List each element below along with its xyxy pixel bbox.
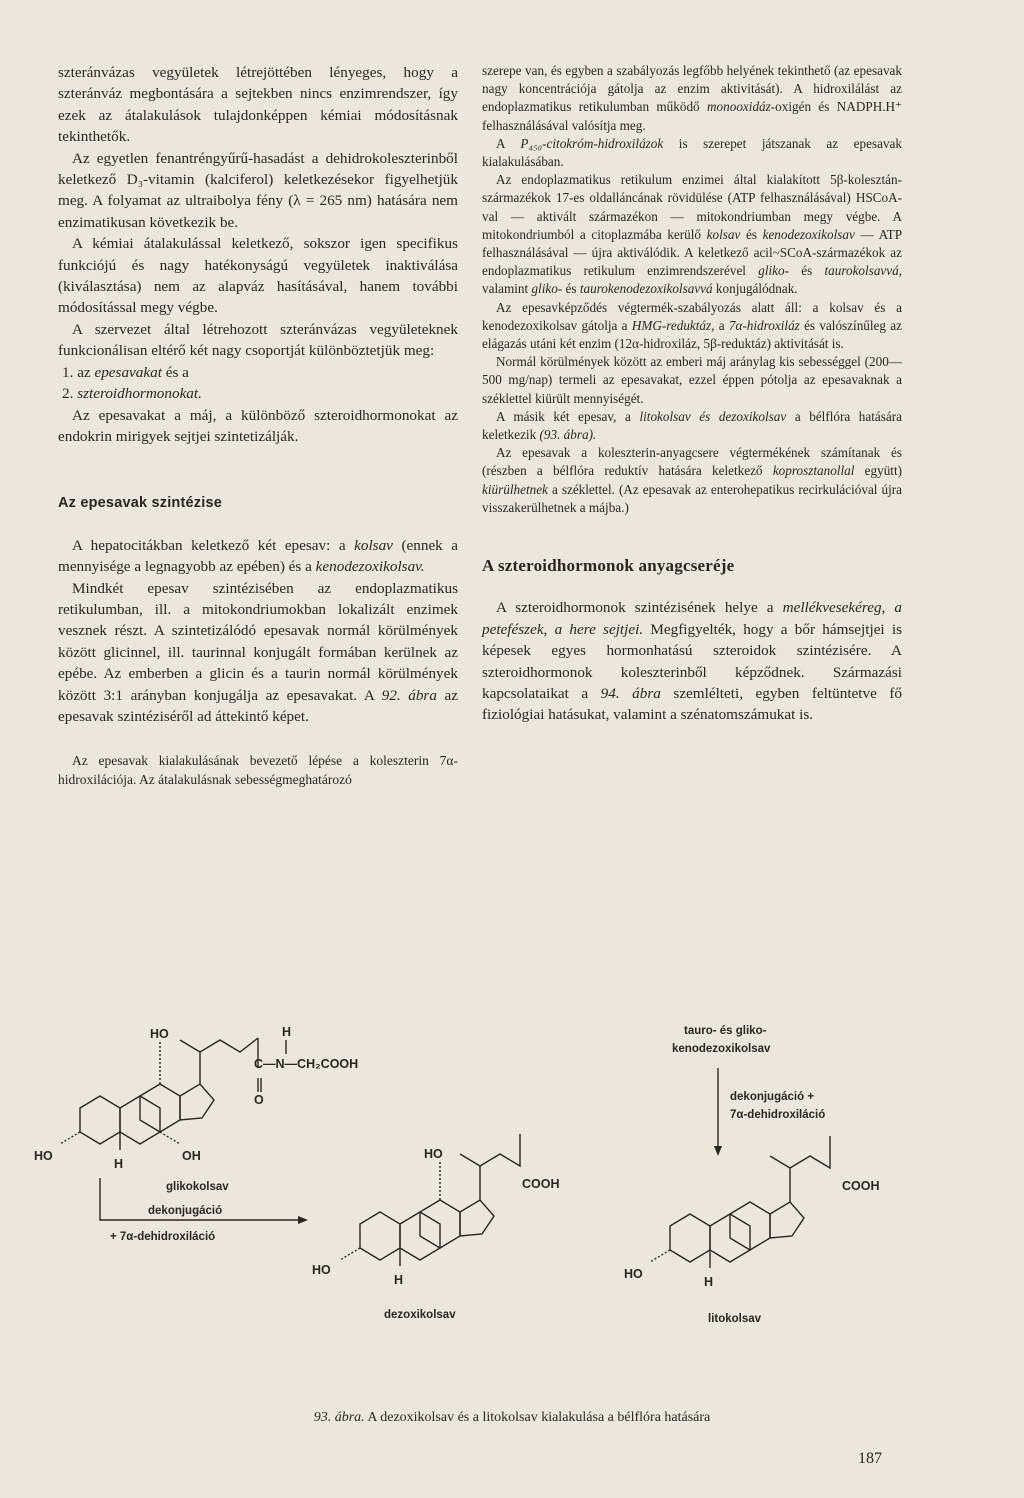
paragraph: Normál körülmények között az emberi máj aránylag kis sebességgel (200—500 mg/nap) termeli az epesavakat, ezzel éppen pótolja az epesavaknak a széklettel kiürült mennyiségét.: [482, 354, 902, 406]
litho-name: litokolsav: [708, 1313, 762, 1325]
paragraph: Az egyetlen fenantréngyűrű-hasadást a dehidrokoleszterinből keletkező D₃-vitamin (kalciferol) keletkezésekor figyelhetjük meg. A folyamat az ultraibolya fény (λ = 265 nm) hatására nem enzimatikusan következik be.: [58, 149, 458, 231]
section-heading: A szteroidhormonok anyagcseréje: [482, 556, 735, 576]
paragraph: A P₄₅₀-citokróm-hidroxilázok is szerepet játszanak az epesavak kialakulásában.: [482, 135, 902, 170]
paragraph: Az epesavakat a máj, a különböző szteroidhormonokat az endokrin mirigyek sejtjei szintetizálják.: [58, 406, 458, 445]
arrow2-label-2: 7α-dehidroxiláció: [730, 1109, 826, 1121]
litho-cooh: COOH: [842, 1179, 880, 1193]
deoxy-h: H: [394, 1273, 404, 1287]
litho-h: H: [704, 1275, 714, 1289]
paragraph: A kémiai átalakulással keletkező, sokszor igen specifikus funkciójú és nagy hatékonyságú vegyületek inaktiválása (kiválasztása) nem az alapváz hasításával, hanem további módosítással megy végbe.: [58, 235, 458, 317]
paragraph: szerepe van, és egyben a szabályozás legfőbb helyének tekinthető (az epesavak nagy koncentrációja gátolja az enzim aktivitását). A hidroxilálást az endoplazmatikus retikulumban működő monooxidáz-oxigén és NADPH.H⁺ felhasználásával valósítja meg.: [482, 63, 903, 133]
side-chain: [200, 1038, 258, 1084]
right-column: [482, 62, 902, 726]
arrow1-label-1: dekonjugáció: [148, 1205, 223, 1217]
bile-acid-diagram: [30, 1010, 910, 1390]
deoxy-cooh: COOH: [522, 1177, 560, 1191]
paragraph: Az epesavképződés végtermék-szabályozás alatt áll: a kolsav és a kenodezoxikolsav gátolja a HMG-reduktáz, a 7α-hidroxiláz és valószínűleg az elágazás utáni két enzim (12α-hidroxiláz, 5β-reduktáz) aktivitását is.: [482, 299, 902, 352]
list-item: 1. az epesavakat és a: [62, 363, 189, 381]
paragraph: A másik két epesav, a litokolsav és dezoxikolsav a bélflóra hatására keletkezik (93. ábra).: [482, 408, 903, 443]
arrow-2-head: [714, 1146, 722, 1156]
paragraph: Az epesavak kialakulásának bevezető lépése a koleszterin 7α-hidroxilációja. Az átalakulásnak sebességmeghatározó: [58, 753, 458, 788]
glyco-oh: OH: [182, 1149, 201, 1163]
glyco-ho-top: HO: [150, 1027, 169, 1041]
ring-a: [80, 1096, 120, 1144]
paragraph: Mindkét epesav szintézisében az endoplazmatikus retikulumban, ill. a mitokondriumokban lokalizált enzimek vesznek részt. A szintetizálódó epesavak normál körülmények között glicinnel, ill. taurinnal konjugált formában kerülnek az epébe. Az emberben a glicin és a taurin normál körülmények között 3:1 arányban konjugálja az epesavakat. A 92. ábra az epesavak szintéziséről ad áttekintő képet.: [58, 579, 459, 725]
arrow2-label-1: dekonjugáció +: [730, 1091, 815, 1103]
arrow-1-head: [298, 1216, 308, 1224]
glyco-o: O: [254, 1093, 264, 1107]
paragraph: A hepatocitákban keletkező két epesav: a kolsav (ennek a mennyisége a legnagyobb az epében) és a kenodezoxikolsav.: [58, 536, 459, 576]
glyco-name: glikokolsav: [166, 1181, 229, 1193]
glyco-h-bottom: H: [114, 1157, 124, 1171]
glycocholic-acid-structure: [60, 1038, 286, 1150]
paragraph: Az endoplazmatikus retikulum enzimei által kialakított 5β-kolesztán-származékok 17-es oldalláncának rövidülése (ATP felhasználásával) HSCoA-val — aktivált származékon — mitokondriumban megy végbe. A mitokondriumból a citoplazmába kerülő kolsav és kenodezoxikolsav — ATP felhasználásával — újra aktiválódik. A keletkező acil~SCoA-származékok az endoplazmatikus retikulum enzimrendszerével gliko- és taurokolsavvá, valamint gliko- és taurokenodezoxikolsavvá konjugálódnak.: [482, 172, 903, 297]
deoxy-ho-top: HO: [424, 1147, 443, 1161]
litho-ho-left: HO: [624, 1267, 643, 1281]
caption-text: A dezoxikolsav és a litokolsav kialakulása a bélflóra hatására: [367, 1410, 711, 1425]
deoxy-name: dezoxikolsav: [384, 1309, 456, 1321]
glyco-ho-left: HO: [34, 1149, 53, 1163]
caption-number: 93. ábra.: [313, 1410, 365, 1425]
figure-caption: [0, 1410, 1024, 1426]
left-column: [58, 62, 458, 789]
paragraph: Az epesavak a koleszterin-anyagcsere végtermékének számítanak és (részben a bélflóra reduktív hatására keletkező koprosztanollal együtt) kiürülhetnek a széklettel. (Az epesavak az enterohepatikus recirkulációval újra visszakerülhetnek a májba.): [482, 445, 903, 515]
glyco-chain: C—N—CH₂COOH: [254, 1057, 359, 1071]
tauro-label-2: kenodezoxikolsav: [672, 1043, 771, 1055]
section-heading: Az epesavak szintézise: [58, 495, 222, 512]
deoxy-ho-left: HO: [312, 1263, 331, 1277]
ring-d: [180, 1084, 214, 1120]
arrow1-label-2: + 7α-dehidroxiláció: [110, 1231, 216, 1243]
paragraph: A szteroidhormonok szintézisének helye a mellékvesekéreg, a petefészek, a here sejtjei. Megfigyelték, hogy a bőr hámsejtjei is képesek egyes hormonhatású szteroidok szintézisére. A szteroidhormonok koleszterinből képződnek. Származási kapcsolataikat a 94. ábra szemlélteti, egyben feltüntetve fő fiziológiai hatásukat, valamint a szénatomszámukat is.: [482, 599, 903, 724]
page-number: 187: [858, 1450, 882, 1467]
figure-93: [30, 1010, 910, 1390]
lithocholic-acid-structure: [650, 1136, 830, 1268]
glyco-h: H: [282, 1025, 292, 1039]
paragraph: A szervezet által létrehozott szteránvázas vegyületeknek funkcionálisan eltérő két nagy csoportját különböztetjük meg:: [58, 320, 458, 360]
paragraph: szteránvázas vegyületek létrejöttében lényeges, hogy a szteránváz megbontására a sejtekben nincs enzimrendszer, így ezek az átalakulások tulajdonképpen kémiai módosításnak tekinthetők.: [58, 64, 458, 146]
list-item: 2. szteroidhormonokat.: [62, 385, 202, 403]
tauro-label-1: tauro- és gliko-: [684, 1025, 767, 1037]
